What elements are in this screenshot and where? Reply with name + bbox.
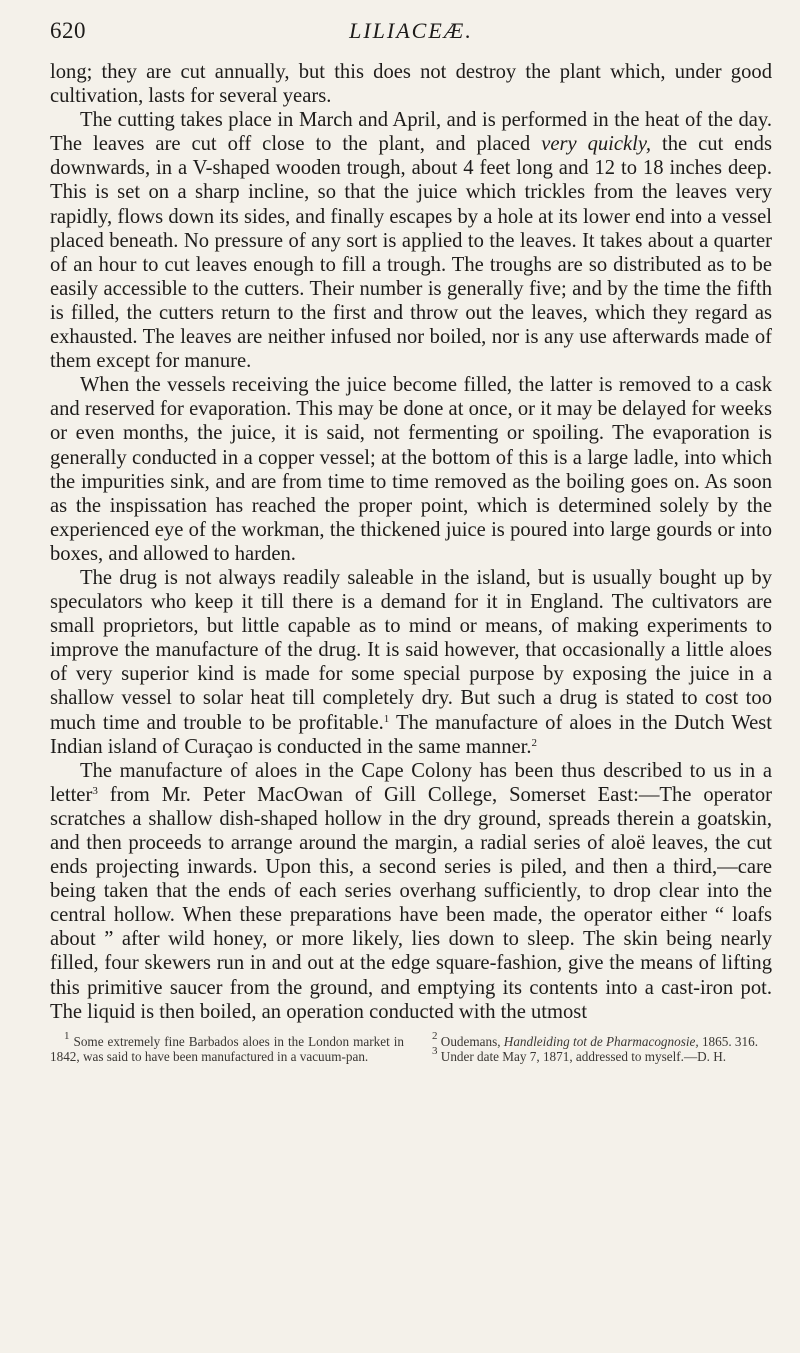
footnote-ref-3: 3 xyxy=(92,784,98,797)
paragraph-2-text-b: the cut ends downwards, in a V-shaped wooden trough, about 4 feet long and 12 to 18 inches deep. This is set on a sharp incline, so that the juice which trickles from the leaves very rapidly, flows down its sides, and finally escapes by a hole at its lower end into a vessel placed beneath. No pressure of any sort is applied to the leaves. It takes about a quarter of an hour to cut leaves enough to fill a trough. The troughs are so distributed as to be easily accessible to the cutters. Their number is generally five; and by the time the fifth is filled, the cutters return to the first and throw out the leaves, which they regard as exhausted. The leaves are neither infused nor boiled, nor is any use afterwards made of them except for manure. xyxy=(50,133,772,373)
paragraph-4-text-a: The drug is not always readily saleable in the island, but is usually bought up by speculators who keep it till there is a demand for it in England. The cultivators are small proprietors, but little capable as to mind or means, of making experiments to improve the manufacture of the drug. It is said however, that occasionally a little aloes of very superior kind is made for some special purpose by exposing the juice in a shallow vessel to solar heat till completely dry. But such a drug is stated to cost too much time and trouble to be profitable. xyxy=(50,566,772,734)
footnote-2-text-a: Oudemans, xyxy=(437,1033,504,1049)
page-number: 620 xyxy=(50,18,86,43)
paragraph-5-text-b: from Mr. Peter MacOwan of Gill College, Somerset East:—The operator scratches a shallow dish-shaped hollow in the dry ground, spreads therein a goatskin, and then proceeds to arrange around the margin, a radial series of aloë leaves, the cut ends projecting inwards. Upon this, a second series is piled, and then a third,—care being taken that the ends of each series overhang sufficiently, to drop clear into the central hollow. When these preparations have been made, the operator either “ loafs about ” after wild honey, or more likely, lies down to sleep. The skin being nearly filled, four skewers run in and out at the edge square-fashion, give the means of lifting this primitive saucer from the ground, and emptying its contents into a cast-iron pot. The liquid is then boiled, an operation conducted with the utmost xyxy=(50,783,772,1023)
footnote-2 xyxy=(418,1029,772,1050)
footnote-ref-2: 2 xyxy=(531,736,538,749)
footnote-2-mark: 2 xyxy=(432,1029,438,1042)
footnote-2-title: Handleiding tot de Pharmacognosie, xyxy=(503,1033,699,1049)
body-text xyxy=(50,60,772,1024)
paragraph-2 xyxy=(50,108,772,373)
footnote-2-text-b: 1865. 316. xyxy=(698,1033,758,1049)
footnotes xyxy=(50,1029,772,1065)
paragraph-4 xyxy=(50,566,772,759)
paragraph-2-text-a: The cutting takes place in March and April, and is performed in the heat of the day. The leaves are cut off close to the plant, and placed xyxy=(50,109,772,156)
paragraph-1-text: long; they are cut annually, but this does not destroy the plant which, under good cultivation, lasts for several years. xyxy=(50,61,772,108)
footnote-1-mark: 1 xyxy=(64,1029,70,1042)
footnotes-left-column xyxy=(50,1029,404,1065)
paragraph-3 xyxy=(50,373,772,566)
footnote-3-mark: 3 xyxy=(432,1045,438,1058)
footnotes-right-column xyxy=(418,1029,772,1065)
footnote-1 xyxy=(50,1029,404,1065)
footnote-3 xyxy=(418,1045,772,1065)
page-header xyxy=(50,0,772,60)
running-title: LILIACEÆ. xyxy=(349,18,473,43)
paragraph-3-text: When the vessels receiving the juice become filled, the latter is removed to a cask and reserved for evaporation. This may be done at once, or it may be delayed for weeks or even months, the juice, it is said, not fermenting or spoiling. The evaporation is generally conducted in a copper vessel; at the bottom of this is a large ladle, into which the impurities sink, and are from time to time removed as the boiling goes on. As soon as the inspissation has reached the proper point, which is determined solely by the experienced eye of the workman, the thickened juice is poured into large gourds or into boxes, and allowed to harden. xyxy=(50,374,772,565)
footnote-1-text: Some extremely fine Barbados aloes in the London market in 1842, was said to have been manufactured in a vacuum-pan. xyxy=(50,1033,404,1065)
footnote-3-text: Under date May 7, 1871, addressed to myself.—D. H. xyxy=(437,1049,727,1065)
footnote-ref-1: 1 xyxy=(383,712,390,725)
paragraph-1 xyxy=(50,60,772,108)
paragraph-4-text-b: The manufacture of aloes in the Dutch West Indian island of Curaçao is conducted in the same manner. xyxy=(50,711,772,758)
paragraph-5 xyxy=(50,759,772,1024)
paragraph-2-emphasis: very quickly, xyxy=(541,133,652,156)
paragraph-5-text-a: The manufacture of aloes in the Cape Colony has been thus described to us in a letter xyxy=(50,759,772,806)
